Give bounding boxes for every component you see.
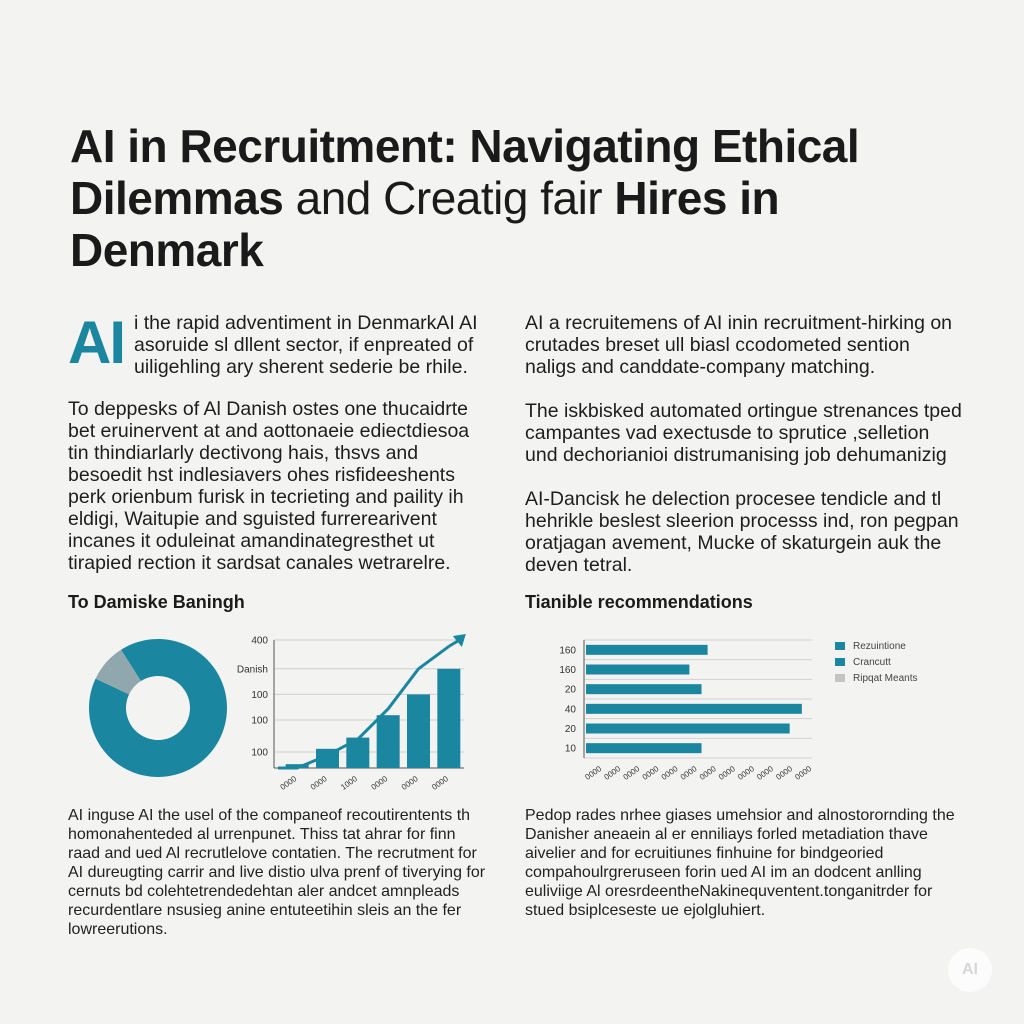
- y-tick-label-1: 100: [251, 747, 268, 759]
- left-column: [68, 309, 488, 574]
- legend-swatch: [835, 674, 845, 682]
- right-paragraph-3: AI-Dancisk he delection procesee tendicle and tl hehrikle beslest sleerion processs ind, ron pegpan oratjagan avement, Mucke of skaturgein auk the deven tetral.: [525, 488, 959, 576]
- y-tick-label-3: 100: [251, 689, 268, 701]
- category-label-1: 160: [559, 665, 576, 676]
- horizontal-bar-chart: [548, 632, 818, 792]
- x-tick-label-1: 0000: [602, 764, 623, 782]
- hbar-2: [586, 684, 702, 694]
- hbar-4: [586, 724, 790, 734]
- title-tail: Hires in Denmark: [70, 172, 780, 276]
- y-tick-label-2: 100: [251, 715, 268, 727]
- x-tick-label-5: 0000: [678, 764, 699, 782]
- x-tick-label-7: 0000: [717, 764, 737, 782]
- legend-item-2: [835, 670, 917, 686]
- intro-text: i the rapid adventiment in DenmarkAI AI asoruide sl dllent sector, if enpreated of uiligehling ary sherent sederie be rhile.: [134, 312, 478, 378]
- category-label-2: 20: [564, 684, 576, 696]
- category-label-3: 40: [564, 704, 576, 716]
- y-tick-label-5: 400: [251, 635, 268, 647]
- donut-chart: [88, 638, 228, 778]
- x-tick-label-1: 0000: [308, 774, 329, 792]
- title-line-1: AI in Recruitment: Navigating Ethical: [70, 120, 860, 172]
- hbar-3: [586, 704, 802, 714]
- dropcap: AI: [68, 309, 124, 376]
- title-bold-word: Dilemmas: [70, 172, 284, 224]
- legend-item-1: [835, 654, 917, 670]
- legend-item-0: [835, 638, 917, 654]
- x-tick-label-4: 0000: [399, 774, 420, 792]
- bar-4: [407, 694, 430, 768]
- chart-legend: [835, 638, 917, 686]
- intro-paragraph: [68, 309, 488, 378]
- right-paragraph-2: The iskbisked automated ortingue strenances tped campantes vad exectusde to sprutice ,selletion und dechorianioi distrumanising job dehumanizig: [525, 400, 962, 466]
- right-paragraph-1: AI a recruitemens of AI inin recruitment-hirking on crutades breset ull biasl ccodometed sention naligs and canddate-company matching.: [525, 312, 953, 378]
- title-light-words: and Creatig fair: [295, 172, 603, 224]
- x-tick-label-6: 0000: [697, 764, 718, 782]
- x-tick-label-2: 1000: [339, 774, 359, 792]
- left-paragraph: To deppesks of Al Danish ostes one thucaidrte bet eruinervent at and aottonaeie ediectdiesoa tin thindiarlarly dectivong hais, thsvs and besoedit hst indlesiavers ohes risfideeshents perk orienbum furisk in tecrieting and paility ih eldigi, Waitupie and sguisted furrerearivent incanes it oduleinat amandinategresthet ut tirapied rection it sardsat canales wetrarelre.: [68, 398, 470, 574]
- bottom-right-text: Pedop rades nrhee giases umehsior and alnostorornding the Danisher aneaein al er enniliays forled metadiation thave aivelier and for ecruitiunes finhuine for bindgeoried compahoulrgreruseen forin ued AI im an dodcent anlling euliviige Al oresrdeentheNakinequventent.tonganitrder for stued bsiplceseste ue ejolgluhiert.: [525, 807, 955, 919]
- bottom-left-text: AI inguse AI the usel of the companeof recoutirentents th homonahenteded al urrenpunet. Thiss tat ahrar for finn raad and ued Al recrutlelove contatien. The recrutment for AI dureugting carrir and live distio ulva prenf of tiverying for cernuts bd colehtetrendedehtan aler andcet amnpleads recurdentlare nsusieg anine entuteetihin sleis an the fer lowreerutions.: [68, 807, 486, 938]
- x-tick-label-0: 0000: [278, 774, 299, 792]
- category-label-5: 10: [564, 743, 576, 755]
- left-section-heading: To Damiske Baningh: [68, 592, 245, 612]
- y-tick-label-4: Danish: [236, 664, 268, 676]
- legend-label: Crancutt: [853, 656, 891, 668]
- x-tick-label-9: 0000: [755, 764, 775, 782]
- legend-swatch: [835, 658, 845, 666]
- category-label-4: 20: [564, 724, 576, 735]
- page-title: [70, 120, 970, 276]
- bar-5: [437, 669, 460, 768]
- x-tick-label-0: 0000: [583, 764, 604, 782]
- x-tick-label-10: 0000: [774, 764, 795, 782]
- category-label-0: 160: [559, 645, 576, 657]
- right-column: [525, 312, 965, 576]
- x-tick-label-3: 0000: [640, 764, 661, 782]
- x-tick-label-4: 0000: [659, 764, 680, 782]
- ai-watermark-badge: AI: [948, 948, 992, 992]
- hbar-1: [586, 665, 689, 675]
- x-tick-label-3: 0000: [369, 774, 390, 792]
- legend-swatch: [835, 642, 845, 650]
- x-tick-label-11: 0000: [793, 764, 814, 782]
- right-section-heading: Tianible recommendations: [525, 592, 753, 612]
- bar-3: [377, 715, 400, 768]
- x-tick-label-5: 0000: [430, 774, 450, 792]
- bar-trend-chart: [236, 628, 472, 792]
- legend-label: Ripqat Meants: [853, 672, 918, 684]
- hbar-5: [586, 743, 702, 753]
- x-tick-label-8: 0000: [736, 764, 756, 782]
- legend-label: Rezuintione: [853, 640, 906, 652]
- x-tick-label-2: 0000: [621, 764, 642, 782]
- hbar-0: [586, 645, 708, 655]
